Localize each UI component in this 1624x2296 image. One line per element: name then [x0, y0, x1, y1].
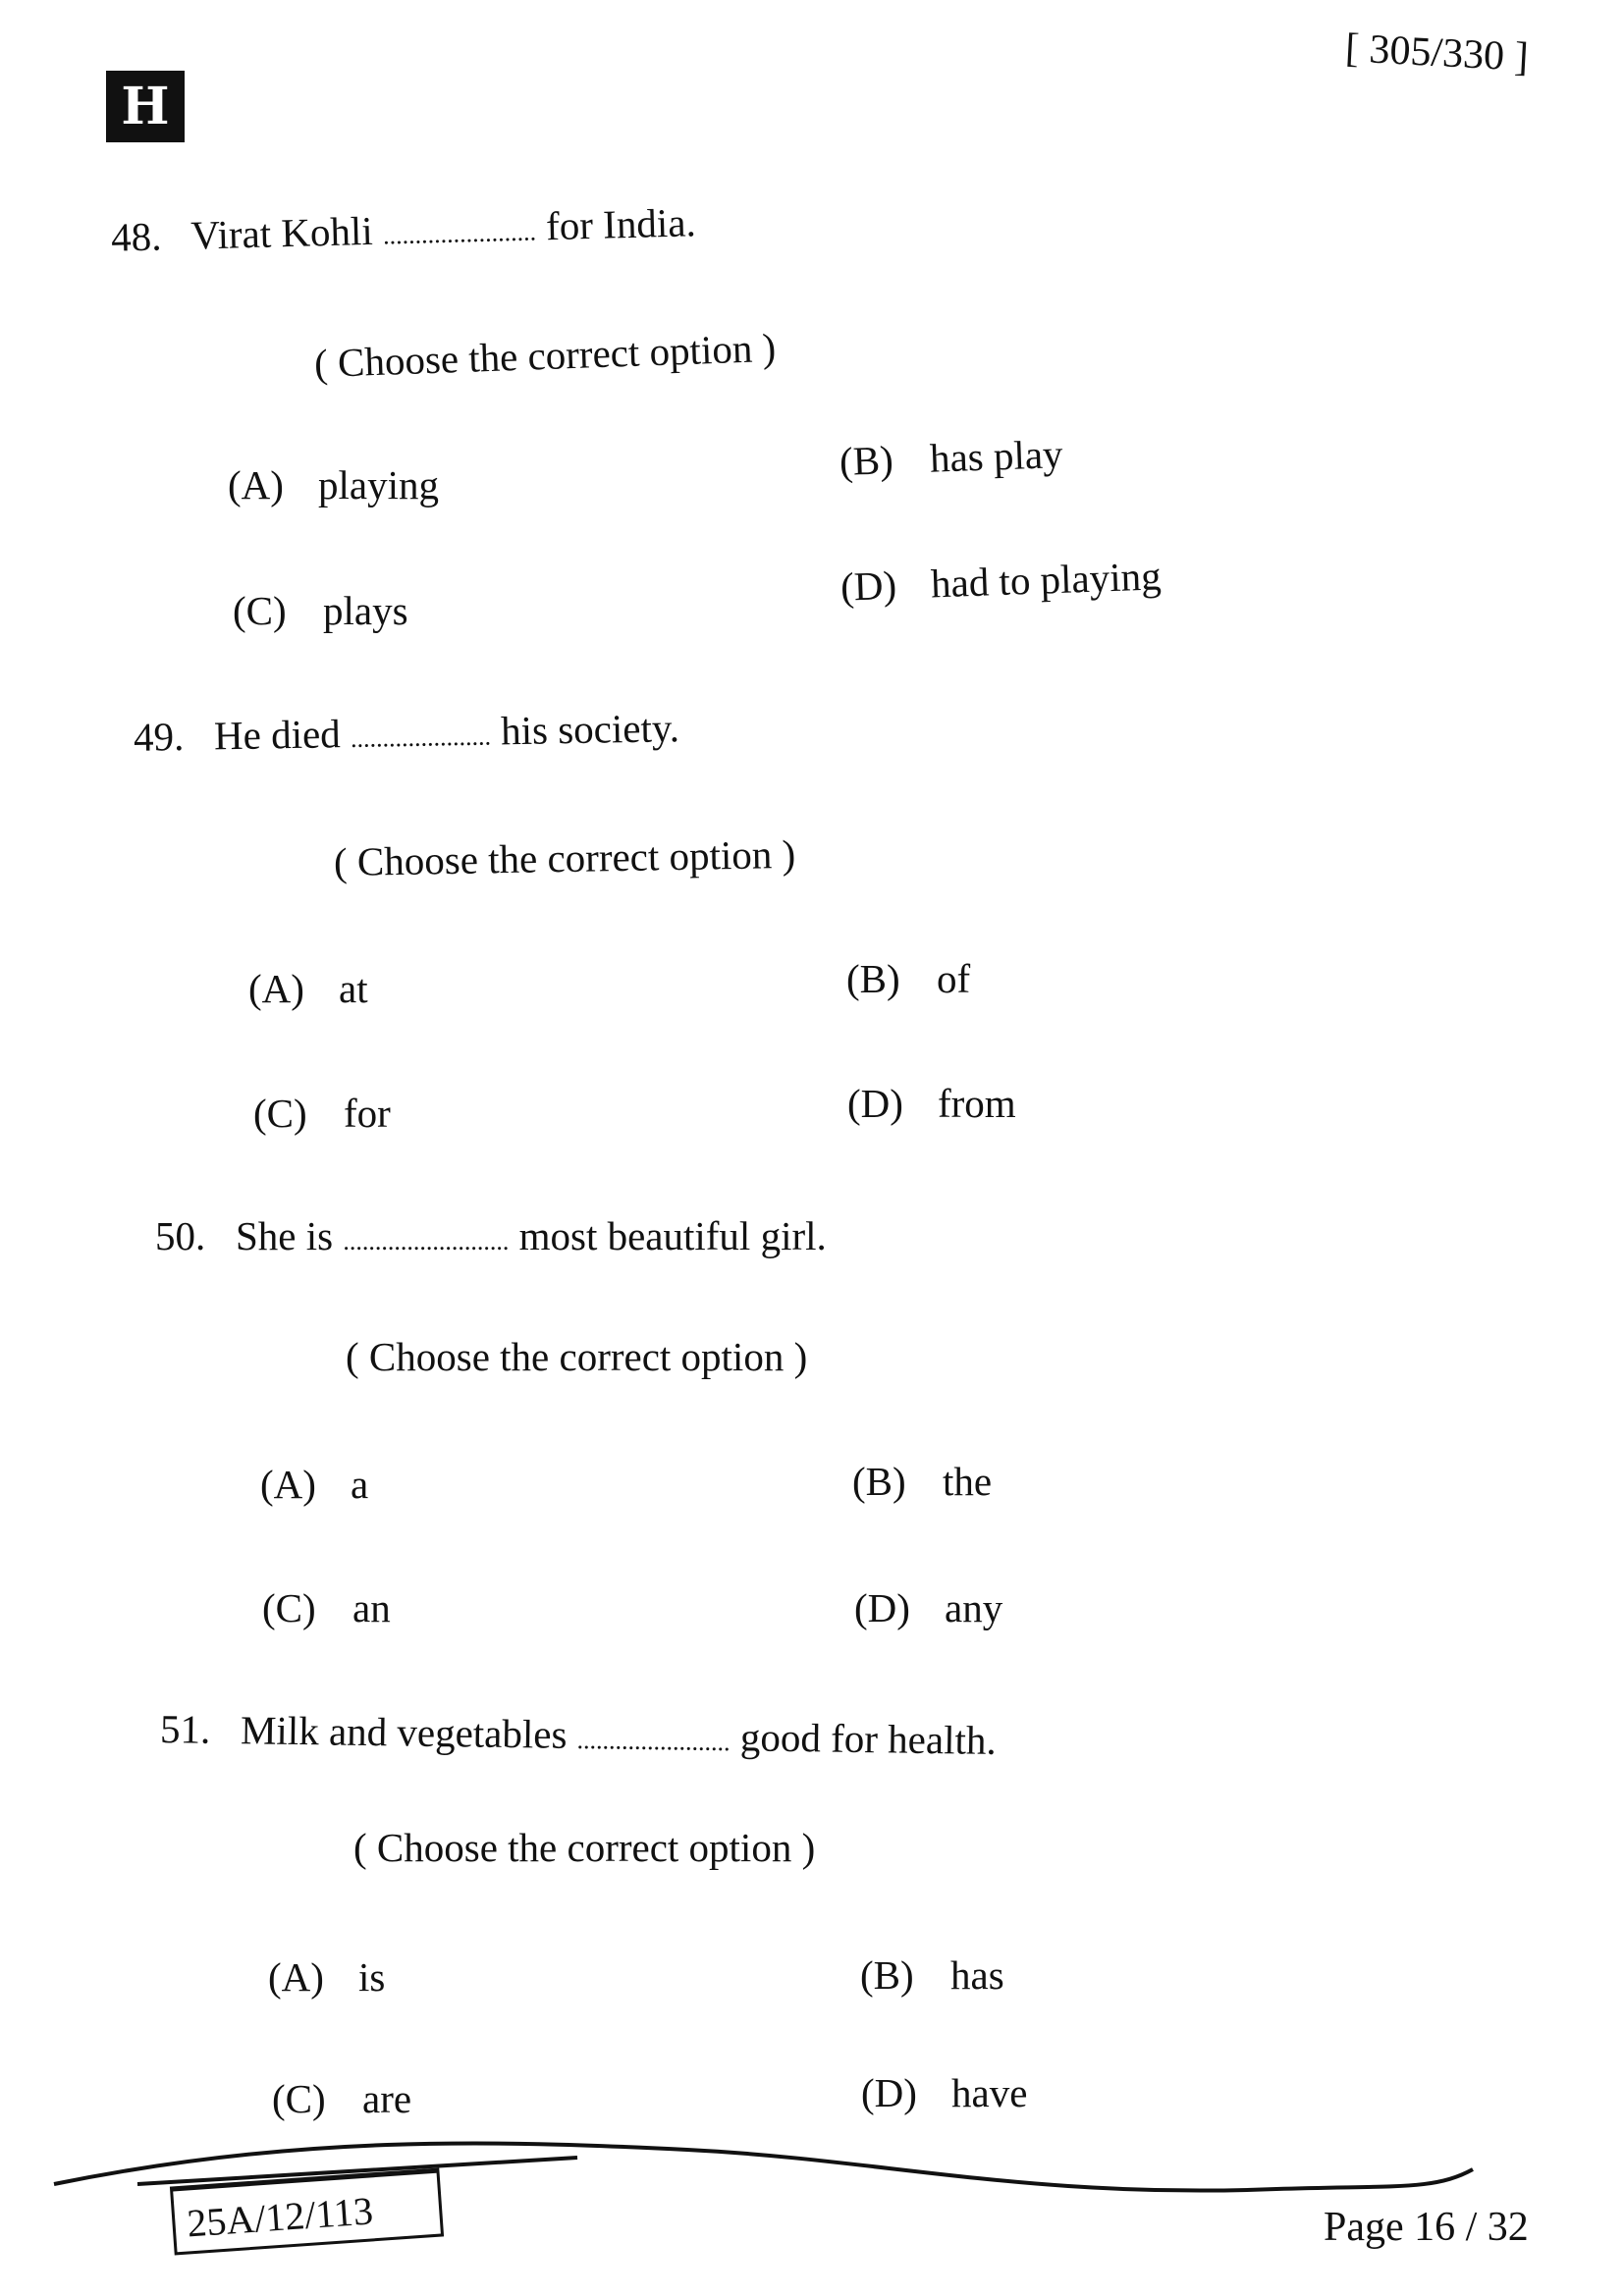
- instruction: ( Choose the correct option ): [313, 324, 777, 387]
- option-text: are: [362, 2076, 412, 2121]
- question-text-pre: She is: [236, 1213, 334, 1258]
- option-text: playing: [318, 462, 439, 507]
- option-text: had to playing: [930, 553, 1163, 607]
- option-text: is: [358, 1954, 386, 2000]
- question-number: 51.: [159, 1706, 211, 1752]
- option-label: (A): [260, 1462, 316, 1507]
- footer-code: 25A/12/113: [170, 2167, 444, 2255]
- option-label: (B): [860, 1952, 914, 1998]
- option-label: (B): [839, 437, 894, 484]
- blank: ..........................: [343, 1227, 510, 1255]
- question-text-post: for India.: [545, 199, 697, 249]
- option-text: the: [943, 1459, 993, 1504]
- instruction: ( Choose the correct option ): [333, 830, 796, 885]
- option-text: has play: [929, 431, 1064, 481]
- option-label: (C): [233, 588, 287, 633]
- option-label: (C): [253, 1091, 307, 1136]
- blank: ........................: [382, 217, 537, 250]
- blank: ......................: [350, 721, 492, 753]
- blank: ........................: [576, 1725, 731, 1757]
- question-text-post: good for health.: [739, 1714, 997, 1763]
- option-label: (D): [854, 1585, 910, 1630]
- option-label: (C): [262, 1585, 316, 1630]
- option-text: at: [339, 966, 368, 1011]
- option-text: of: [937, 956, 971, 1001]
- option-text: from: [938, 1081, 1016, 1126]
- page-number: Page 16 / 32: [1324, 2205, 1529, 2250]
- question-text-pre: Virat Kohli: [189, 207, 374, 258]
- question-text-post: most beautiful girl.: [518, 1213, 827, 1258]
- option-label: (A): [248, 966, 304, 1011]
- question-text-pre: He died: [213, 711, 342, 759]
- option-text: plays: [323, 588, 408, 633]
- option-label: (D): [847, 1081, 903, 1126]
- option-label: (D): [839, 561, 897, 610]
- option-text: have: [951, 2070, 1028, 2115]
- set-letter-badge: H: [106, 71, 185, 142]
- option-text: an: [352, 1585, 391, 1630]
- option-label: (C): [272, 2076, 326, 2121]
- option-text: any: [945, 1585, 1003, 1630]
- question-number: 48.: [110, 213, 162, 260]
- option-label: (A): [268, 1954, 324, 2000]
- paper-code: [ 305/330 ]: [1343, 26, 1530, 80]
- option-label: (D): [861, 2070, 917, 2115]
- instruction: ( Choose the correct option ): [346, 1334, 808, 1379]
- question-number: 50.: [155, 1213, 206, 1258]
- option-text: for: [344, 1091, 391, 1136]
- option-label: (B): [846, 956, 900, 1001]
- question-text-pre: Milk and vegetables: [240, 1707, 568, 1757]
- option-label: (A): [228, 462, 284, 507]
- option-label: (B): [852, 1459, 906, 1504]
- option-text: a: [351, 1462, 369, 1507]
- question-text-post: his society.: [500, 705, 680, 754]
- instruction: ( Choose the correct option ): [353, 1825, 816, 1870]
- question-number: 49.: [133, 713, 185, 760]
- option-text: has: [950, 1952, 1004, 1998]
